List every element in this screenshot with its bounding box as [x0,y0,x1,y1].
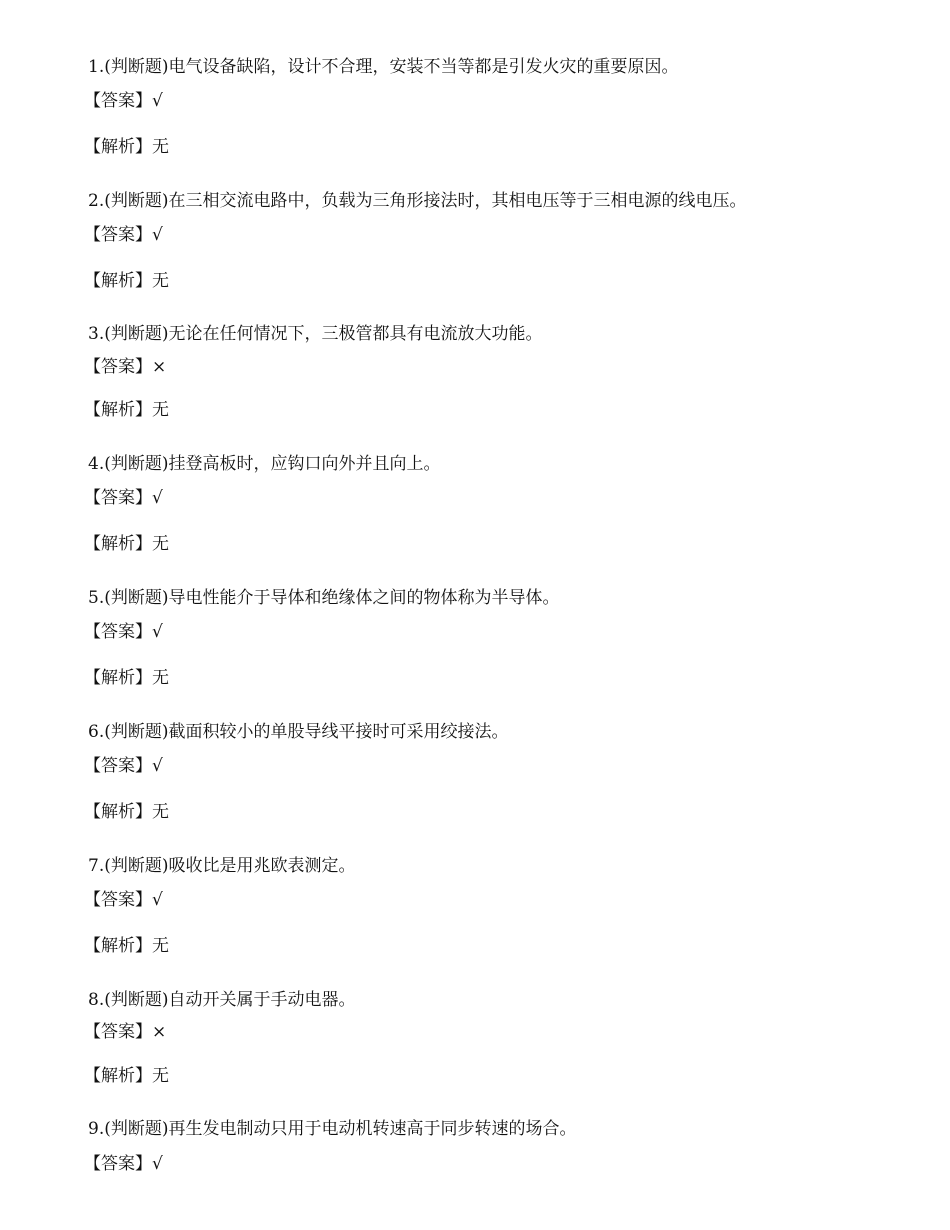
question-text: 9.(判断题)再生发电制动只用于电动机转速高于同步转速的场合。 [88,1119,577,1139]
question-text: 5.(判断题)导电性能介于导体和绝缘体之间的物体称为半导体。 [88,588,560,608]
answer-line: 【答案】× [84,1022,167,1042]
analysis-line: 【解析】无 [84,137,169,157]
question-text: 7.(判断题)吸收比是用兆欧表测定。 [88,856,356,876]
answer-line: 【答案】√ [84,890,163,910]
answer-line: 【答案】√ [84,225,163,245]
question-text: 8.(判断题)自动开关属于手动电器。 [88,990,356,1010]
analysis-line: 【解析】无 [84,400,169,420]
question-text: 2.(判断题)在三相交流电路中，负载为三角形接法时，其相电压等于三相电源的线电压。 [88,191,747,211]
analysis-line: 【解析】无 [84,936,169,956]
answer-line: 【答案】√ [84,91,163,111]
answer-line: 【答案】√ [84,1154,163,1174]
answer-line: 【答案】√ [84,756,163,776]
answer-line: 【答案】√ [84,622,163,642]
analysis-line: 【解析】无 [84,534,169,554]
analysis-line: 【解析】无 [84,802,169,822]
question-text: 3.(判断题)无论在任何情况下，三极管都具有电流放大功能。 [88,324,543,344]
answer-line: 【答案】√ [84,488,163,508]
question-text: 4.(判断题)挂登高板时，应钩口向外并且向上。 [88,454,441,474]
answer-line: 【答案】× [84,357,167,377]
analysis-line: 【解析】无 [84,271,169,291]
question-text: 6.(判断题)截面积较小的单股导线平接时可采用绞接法。 [88,722,509,742]
question-text: 1.(判断题)电气设备缺陷，设计不合理，安装不当等都是引发火灾的重要原因。 [88,57,679,77]
analysis-line: 【解析】无 [84,1066,169,1086]
analysis-line: 【解析】无 [84,668,169,688]
